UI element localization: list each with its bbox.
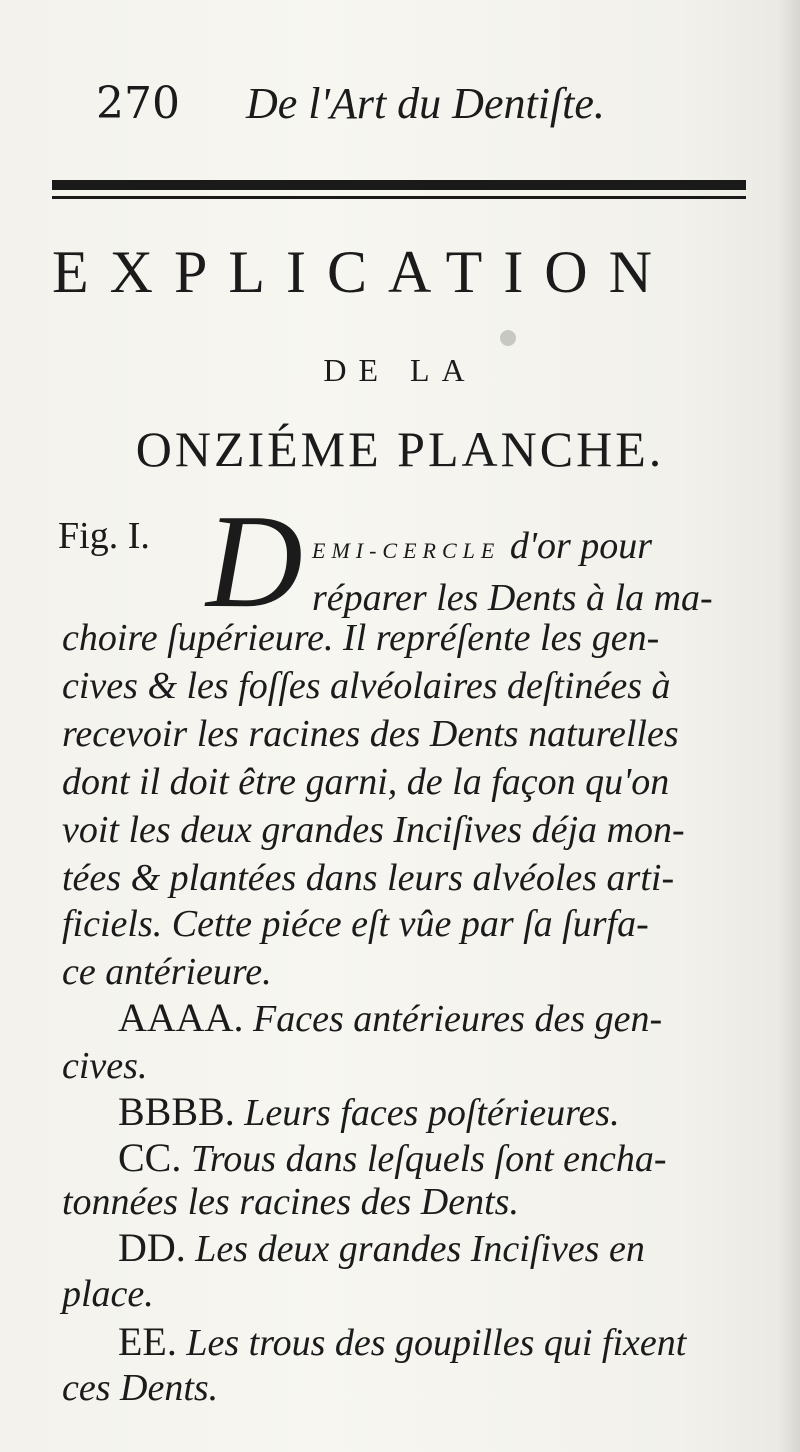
figure-label: Fig. I. bbox=[58, 515, 150, 557]
header-rule-thick bbox=[52, 180, 746, 190]
running-head: De l'Art du Dentiſte. bbox=[246, 79, 605, 128]
legend-key: CC. bbox=[118, 1135, 182, 1180]
figure-text-line: ficiels. Cette piéce eſt vûe par ſa ſurfa- bbox=[62, 903, 649, 945]
legend-text: Les deux grandes Inciſives en bbox=[195, 1228, 645, 1270]
figure-text-line: tées & plantées dans leurs alvéoles arti- bbox=[62, 857, 675, 899]
legend-entry bbox=[118, 1134, 766, 1181]
figure-text-line: voit les deux grandes Inciſives déja mon- bbox=[62, 809, 685, 851]
figure-text-line: choire ſupérieure. Il repréſente les gen- bbox=[62, 617, 660, 659]
page-edge-shadow bbox=[778, 0, 800, 1452]
section-subtitle: DE LA bbox=[323, 352, 477, 388]
legend-text: Les trous des goupilles qui fixent bbox=[186, 1322, 687, 1364]
page-header bbox=[48, 78, 748, 128]
figure-text-line: recevoir les racines des Dents naturelles bbox=[62, 713, 679, 755]
legend-continuation: cives. bbox=[62, 1045, 148, 1087]
legend-key: BBBB. bbox=[118, 1089, 235, 1134]
figure-text-line: ce antérieure. bbox=[62, 951, 272, 993]
legend-text: Faces antérieures des gen- bbox=[253, 998, 663, 1040]
legend-text: Leurs faces poſtérieures. bbox=[244, 1092, 620, 1134]
legend-entry bbox=[118, 1224, 766, 1271]
page-number: 270 bbox=[96, 78, 180, 129]
ink-blot bbox=[500, 330, 516, 346]
figure-first-line-rest: d'or pour bbox=[509, 525, 653, 567]
legend-entry bbox=[118, 994, 766, 1041]
figure-text-line: réparer les Dents à la ma- bbox=[312, 577, 713, 619]
legend-continuation: tonnées les racines des Dents. bbox=[62, 1181, 519, 1223]
figure-text-line: cives & les foſſes alvéolaires deſtinées à bbox=[62, 665, 671, 707]
legend-key: DD. bbox=[118, 1225, 186, 1270]
figure-first-line bbox=[312, 524, 768, 568]
figure-text-line: dont il doit être garni, de la façon qu'on bbox=[62, 761, 670, 803]
legend-key: EE. bbox=[118, 1319, 177, 1364]
drop-cap: D bbox=[206, 487, 303, 635]
legend-continuation: place. bbox=[62, 1273, 154, 1315]
legend-continuation: ces Dents. bbox=[62, 1367, 219, 1409]
header-rule-thin bbox=[52, 196, 746, 199]
legend-key: AAAA. bbox=[118, 995, 244, 1040]
section-title: EXPLICATION bbox=[52, 239, 673, 305]
plate-title: ONZIÉME PLANCHE. bbox=[135, 421, 665, 477]
legend-entry bbox=[118, 1088, 766, 1135]
figure-first-word: EMI-CERCLE bbox=[312, 538, 501, 563]
legend-entry bbox=[118, 1318, 766, 1365]
legend-text: Trous dans leſquels ſont encha- bbox=[190, 1138, 667, 1180]
